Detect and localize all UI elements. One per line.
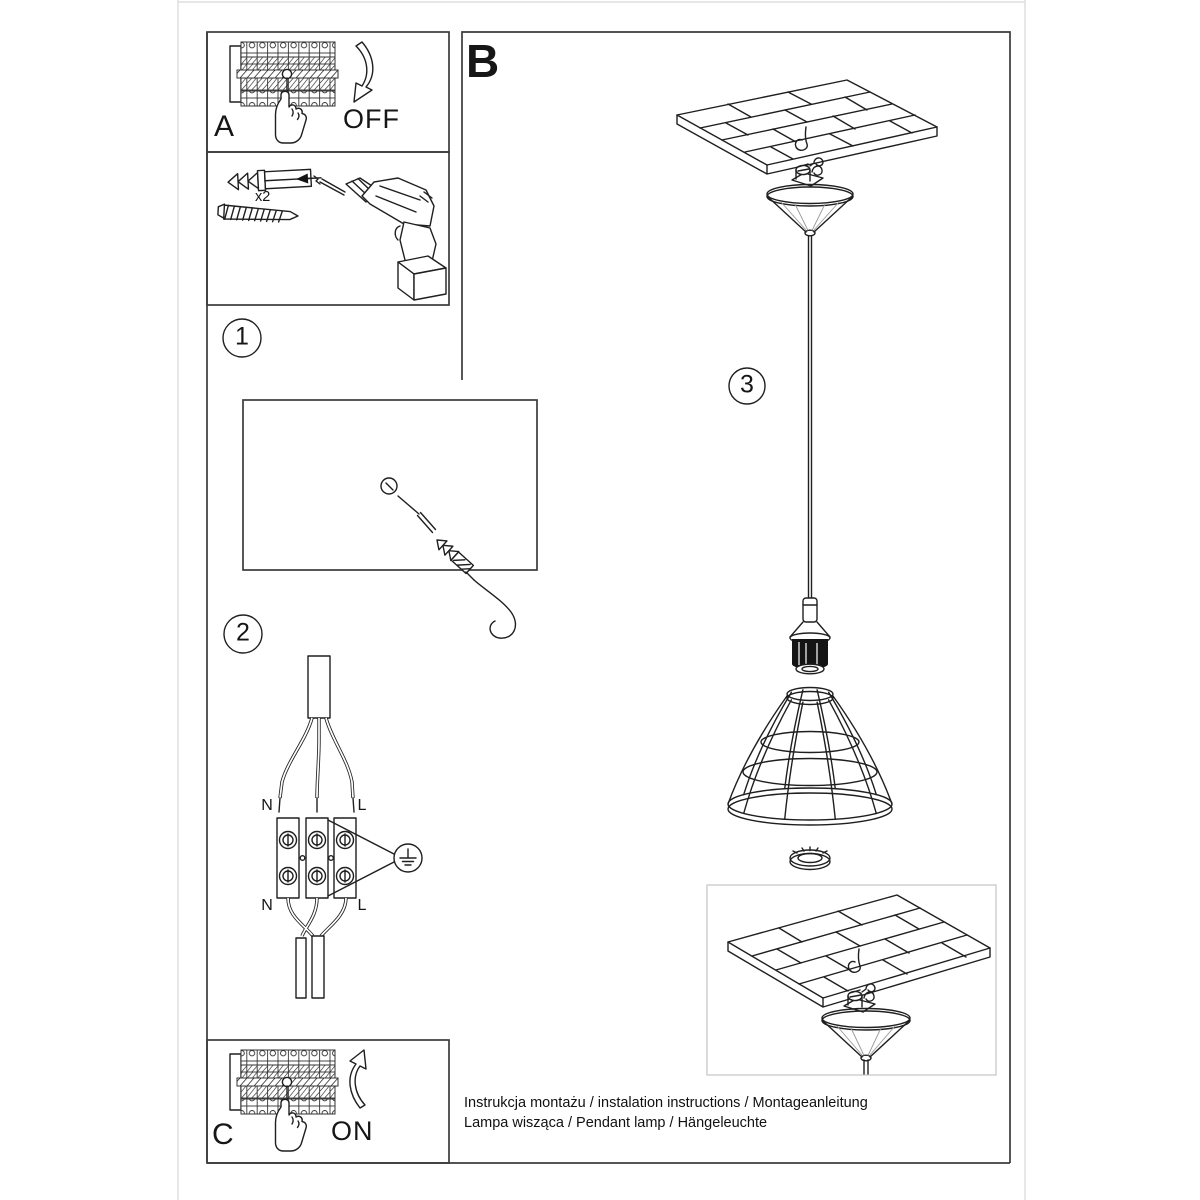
- ceiling-hole-icon: [381, 478, 397, 494]
- canopy-icon: [767, 185, 853, 236]
- on-arrow-icon: [350, 1050, 366, 1108]
- panel-b: [677, 80, 996, 1075]
- step-1-number: 1: [235, 322, 249, 351]
- shade-ring-icon: [790, 847, 830, 870]
- tools-panel: [218, 167, 446, 300]
- pendant-cable-icon: [809, 236, 812, 598]
- section-c-label: C: [212, 1118, 234, 1151]
- off-arrow-icon: [354, 42, 373, 102]
- wire-n-bottom-label: N: [261, 897, 273, 914]
- terminal-block-icon: [277, 818, 356, 898]
- cage-shade-icon: [728, 688, 892, 826]
- on-label: ON: [331, 1116, 374, 1146]
- wire-leads: [279, 718, 354, 812]
- wire-l-bottom-label: L: [357, 897, 367, 914]
- step-2-number: 2: [236, 618, 250, 647]
- off-label: OFF: [343, 104, 400, 134]
- section-b-label: B: [466, 35, 500, 87]
- mounted-view-box: [707, 885, 996, 1075]
- wire-l-top-label: L: [357, 797, 367, 814]
- screw-icon: [218, 204, 299, 223]
- footer-product-line: Lampa wisząca / Pendant lamp / Hängeleuchte: [464, 1115, 768, 1131]
- anchor-quantity-label: x2: [255, 189, 271, 205]
- drill-icon: [314, 176, 446, 300]
- footer-title-line: Instrukcja montażu / instalation instructions / Montageanleitung: [464, 1095, 868, 1111]
- circuit-breaker-icon: [230, 1050, 338, 1151]
- ceiling-hook-icon: [466, 572, 515, 638]
- ceiling-panel-icon: [677, 80, 937, 174]
- step-3-number: 3: [740, 370, 754, 399]
- twin-cables: [288, 898, 346, 998]
- wire-n-top-label: N: [261, 797, 273, 814]
- circuit-breaker-icon: [230, 42, 338, 143]
- hook-icon: [795, 127, 807, 150]
- wiring-diagram: [277, 656, 422, 998]
- hook-anchor-icon: [398, 496, 474, 574]
- lamp-socket-icon: [790, 598, 830, 674]
- section-a-label: A: [214, 110, 235, 143]
- power-cable-icon: [308, 656, 330, 718]
- wall-plug-icon: [228, 167, 322, 192]
- hook-install-box: [381, 478, 515, 638]
